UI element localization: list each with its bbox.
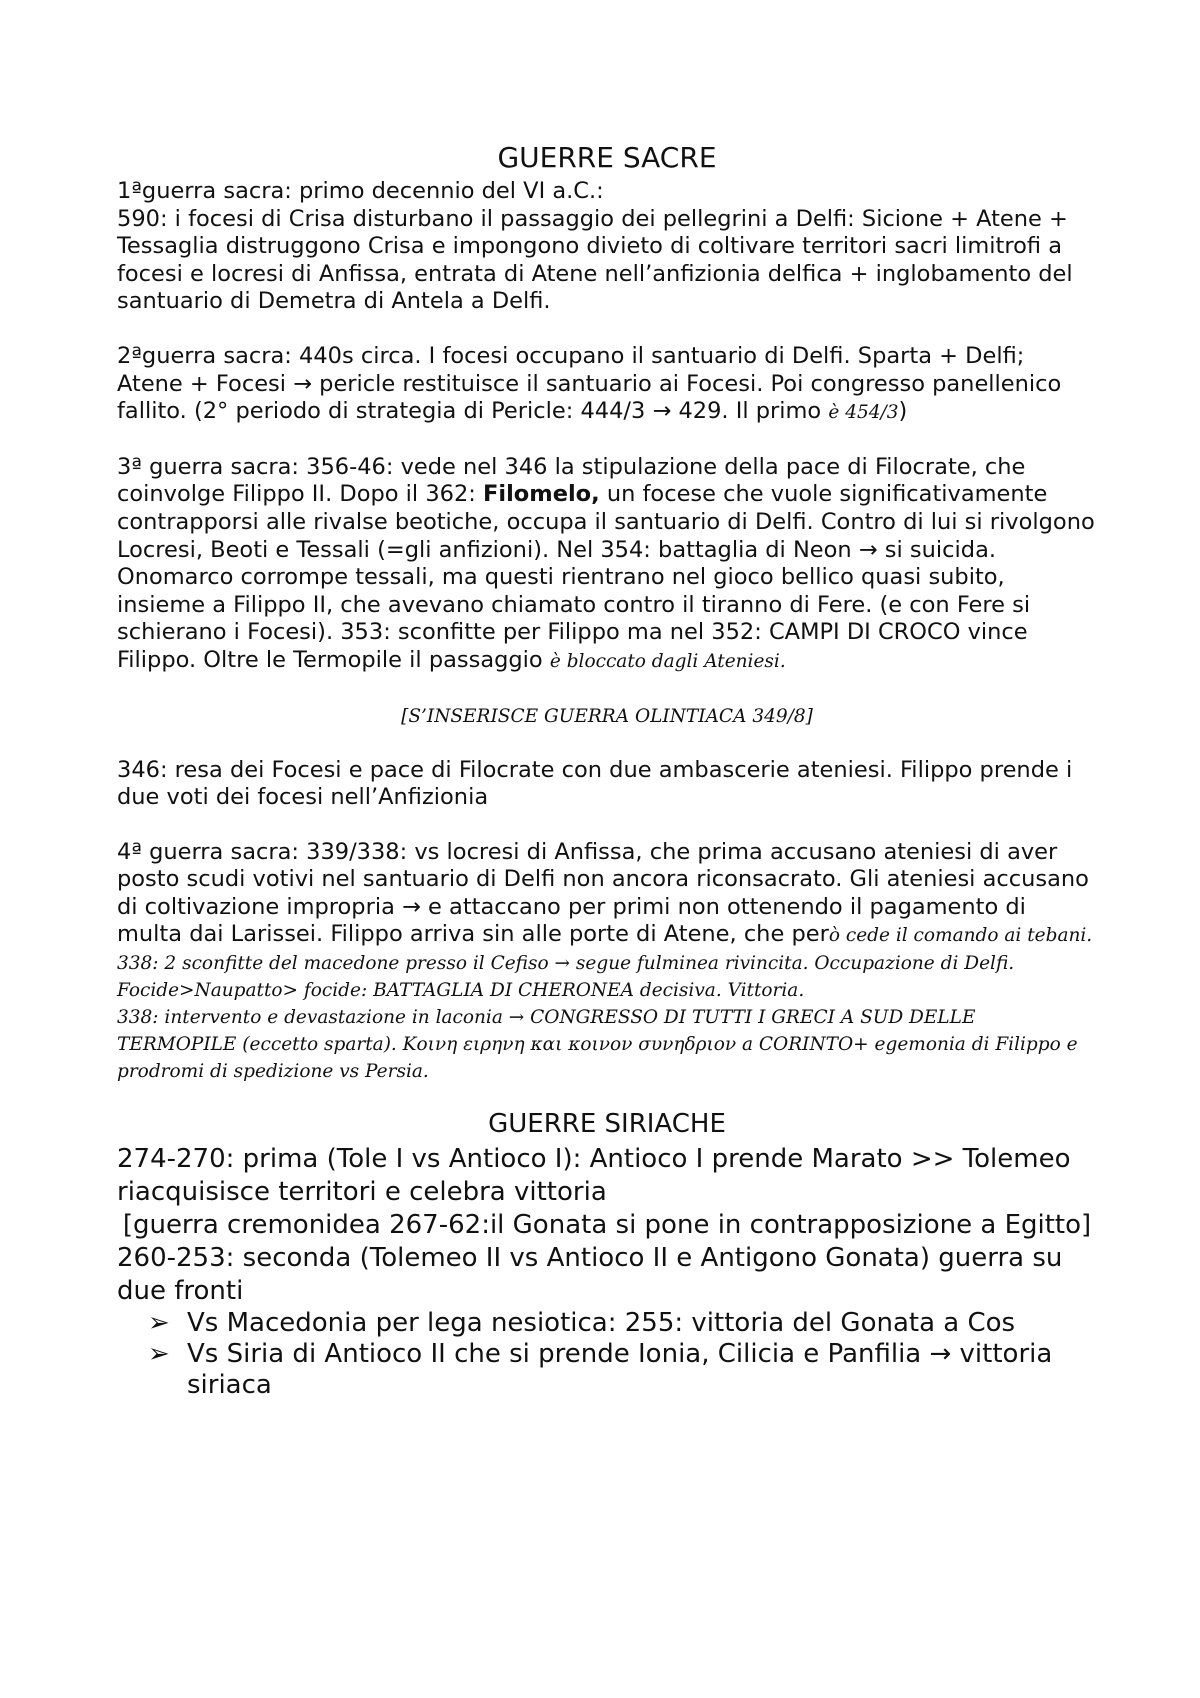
war4-italic: ò cede il comando ai tebani. — [828, 925, 1093, 947]
war3-text-a: 3ª guerra sacra: 356-46: vede nel 346 la stipulazione della pace di Filocrate, che coinvolge Filippo II. Dopo il 362: — [117, 453, 1026, 508]
list-item-text: Vs Macedonia per lega nesiotica: 255: vittoria del Gonata a Cos — [187, 1308, 1016, 1339]
spacer — [117, 316, 1097, 343]
title-guerre-sacre: GUERRE SACRE — [497, 141, 717, 174]
war3-text-b: un focese che vuole significativamente contrapporsi alle rivalse beotiche, occupa il santuario di Delfi. Contro di lui si rivolgono Locresi, Beoti e Tessali (=gli anfizioni). Nel 354: battaglia di Neon → si suicida. Onomarco corrompe tessali, ma questi rientrano nel gioco bellico quasi subito, insieme a Filippo II, che avevano chiamato contro il tiranno di Fere. (e con Fere si schierano i Focesi). 353: sconfitte per Filippo ma nel 352: CAMPI DI CROCO vince Filippo. Oltre le Termopile il passaggio — [117, 481, 1095, 673]
war1-text: 590: i focesi di Crisa disturbano il passaggio dei pellegrini a Delfi: Sicione + Atene + Tessaglia distruggono Crisa e impongono divieto di coltivare territori sacri limitrofi a focesi e locresi di Anfissa, entrata di Atene nell’anfizionia delfica + inglobamento del santuario di Demetra di Antela a Delfi. — [117, 205, 1073, 315]
list-item-text: Vs Siria di Antioco II che si prende Ionia, Cilicia e Panfilia → vittoria siriaca — [187, 1339, 1053, 1401]
olintiaca-note: [S’INSERISCE GUERRA OLINTIACA 349/8] — [401, 705, 813, 727]
arrow-bullet-icon: ➢ — [148, 1308, 170, 1339]
war3-paragraph — [117, 454, 1097, 676]
war2-text: 2ªguerra sacra: 440s circa. I focesi occupano il santuario di Delfi. Sparta + Delfi; Atene + Focesi → pericle restituisce il santuario ai Focesi. Poi congresso panellenico fallito. (2° periodo di strategia di Pericle: 444/3 → 429. Il primo — [117, 342, 1062, 425]
bullet-list — [117, 1308, 1097, 1401]
war4-text: 4ª guerra sacra: 339/338: vs locresi di Anfissa, che prima accusano ateniesi di aver posto scudi votivi nel santuario di Delfi non ancora riconsacrato. Gli ateniesi accusano di coltivazione impropria → e attaccano per primi non ottenendo il pagamento di multa dai Larissei. Filippo arriva sin alle porte di Atene, che per — [117, 838, 1089, 948]
war2-paragraph — [117, 343, 1097, 427]
war4-line3: 338: intervento e devastazione in laconia → CONGRESSO DI TUTTI I GRECI A SUD DELLE TERMOPILE (eccetto sparta). Κοινη ειρηνη και κοινον συνηδριον a CORINTO+ egemonia di Filippo e prodromi di spedizione vs Persia. — [117, 1007, 1078, 1083]
war2-close: ) — [898, 398, 908, 425]
spacer — [117, 427, 1097, 454]
war3-bold-filomelo: Filomelo, — [483, 481, 600, 508]
spacer — [117, 676, 1097, 703]
document-body — [117, 140, 1097, 1401]
arrow-bullet-icon: ➢ — [148, 1339, 170, 1370]
list-item — [117, 1308, 1097, 1339]
war2-italic: è 454/3 — [828, 402, 899, 424]
war3-italic: è bloccato dagli Ateniesi. — [549, 650, 786, 672]
spacer — [117, 812, 1097, 839]
spacer — [117, 730, 1097, 757]
title-guerre-siriache: GUERRE SIRIACHE — [488, 1109, 726, 1140]
guerra-cremonidea: [guerra cremonidea 267-62:il Gonata si pone in contrapposizione a Egitto] — [122, 1210, 1092, 1241]
siriaca-prima: 274-270: prima (Tole I vs Antioco I): Antioco I prende Marato >> Tolemeo riacquisisce territori e celebra vittoria — [117, 1144, 1071, 1208]
war4-line2: 338: 2 sconfitte del macedone presso il Cefiso → segue fulminea rivincita. Occupazione di Delfi. Focide>Naupatto> focide: BATTAGLIA DI CHERONEA decisiva. Vittoria. — [117, 953, 1015, 1002]
resa-paragraph: 346: resa dei Focesi e pace di Filocrate con due ambascerie ateniesi. Filippo prende i due voti dei focesi nell’Anfizionia — [117, 756, 1073, 811]
war4-paragraph — [117, 839, 1097, 950]
war1-heading: 1ªguerra sacra: primo decennio del VI a.C.: — [117, 178, 604, 204]
siriaca-seconda: 260-253: seconda (Tolemeo II vs Antioco II e Antigono Gonata) guerra su due fronti — [117, 1243, 1063, 1307]
list-item — [117, 1339, 1097, 1401]
